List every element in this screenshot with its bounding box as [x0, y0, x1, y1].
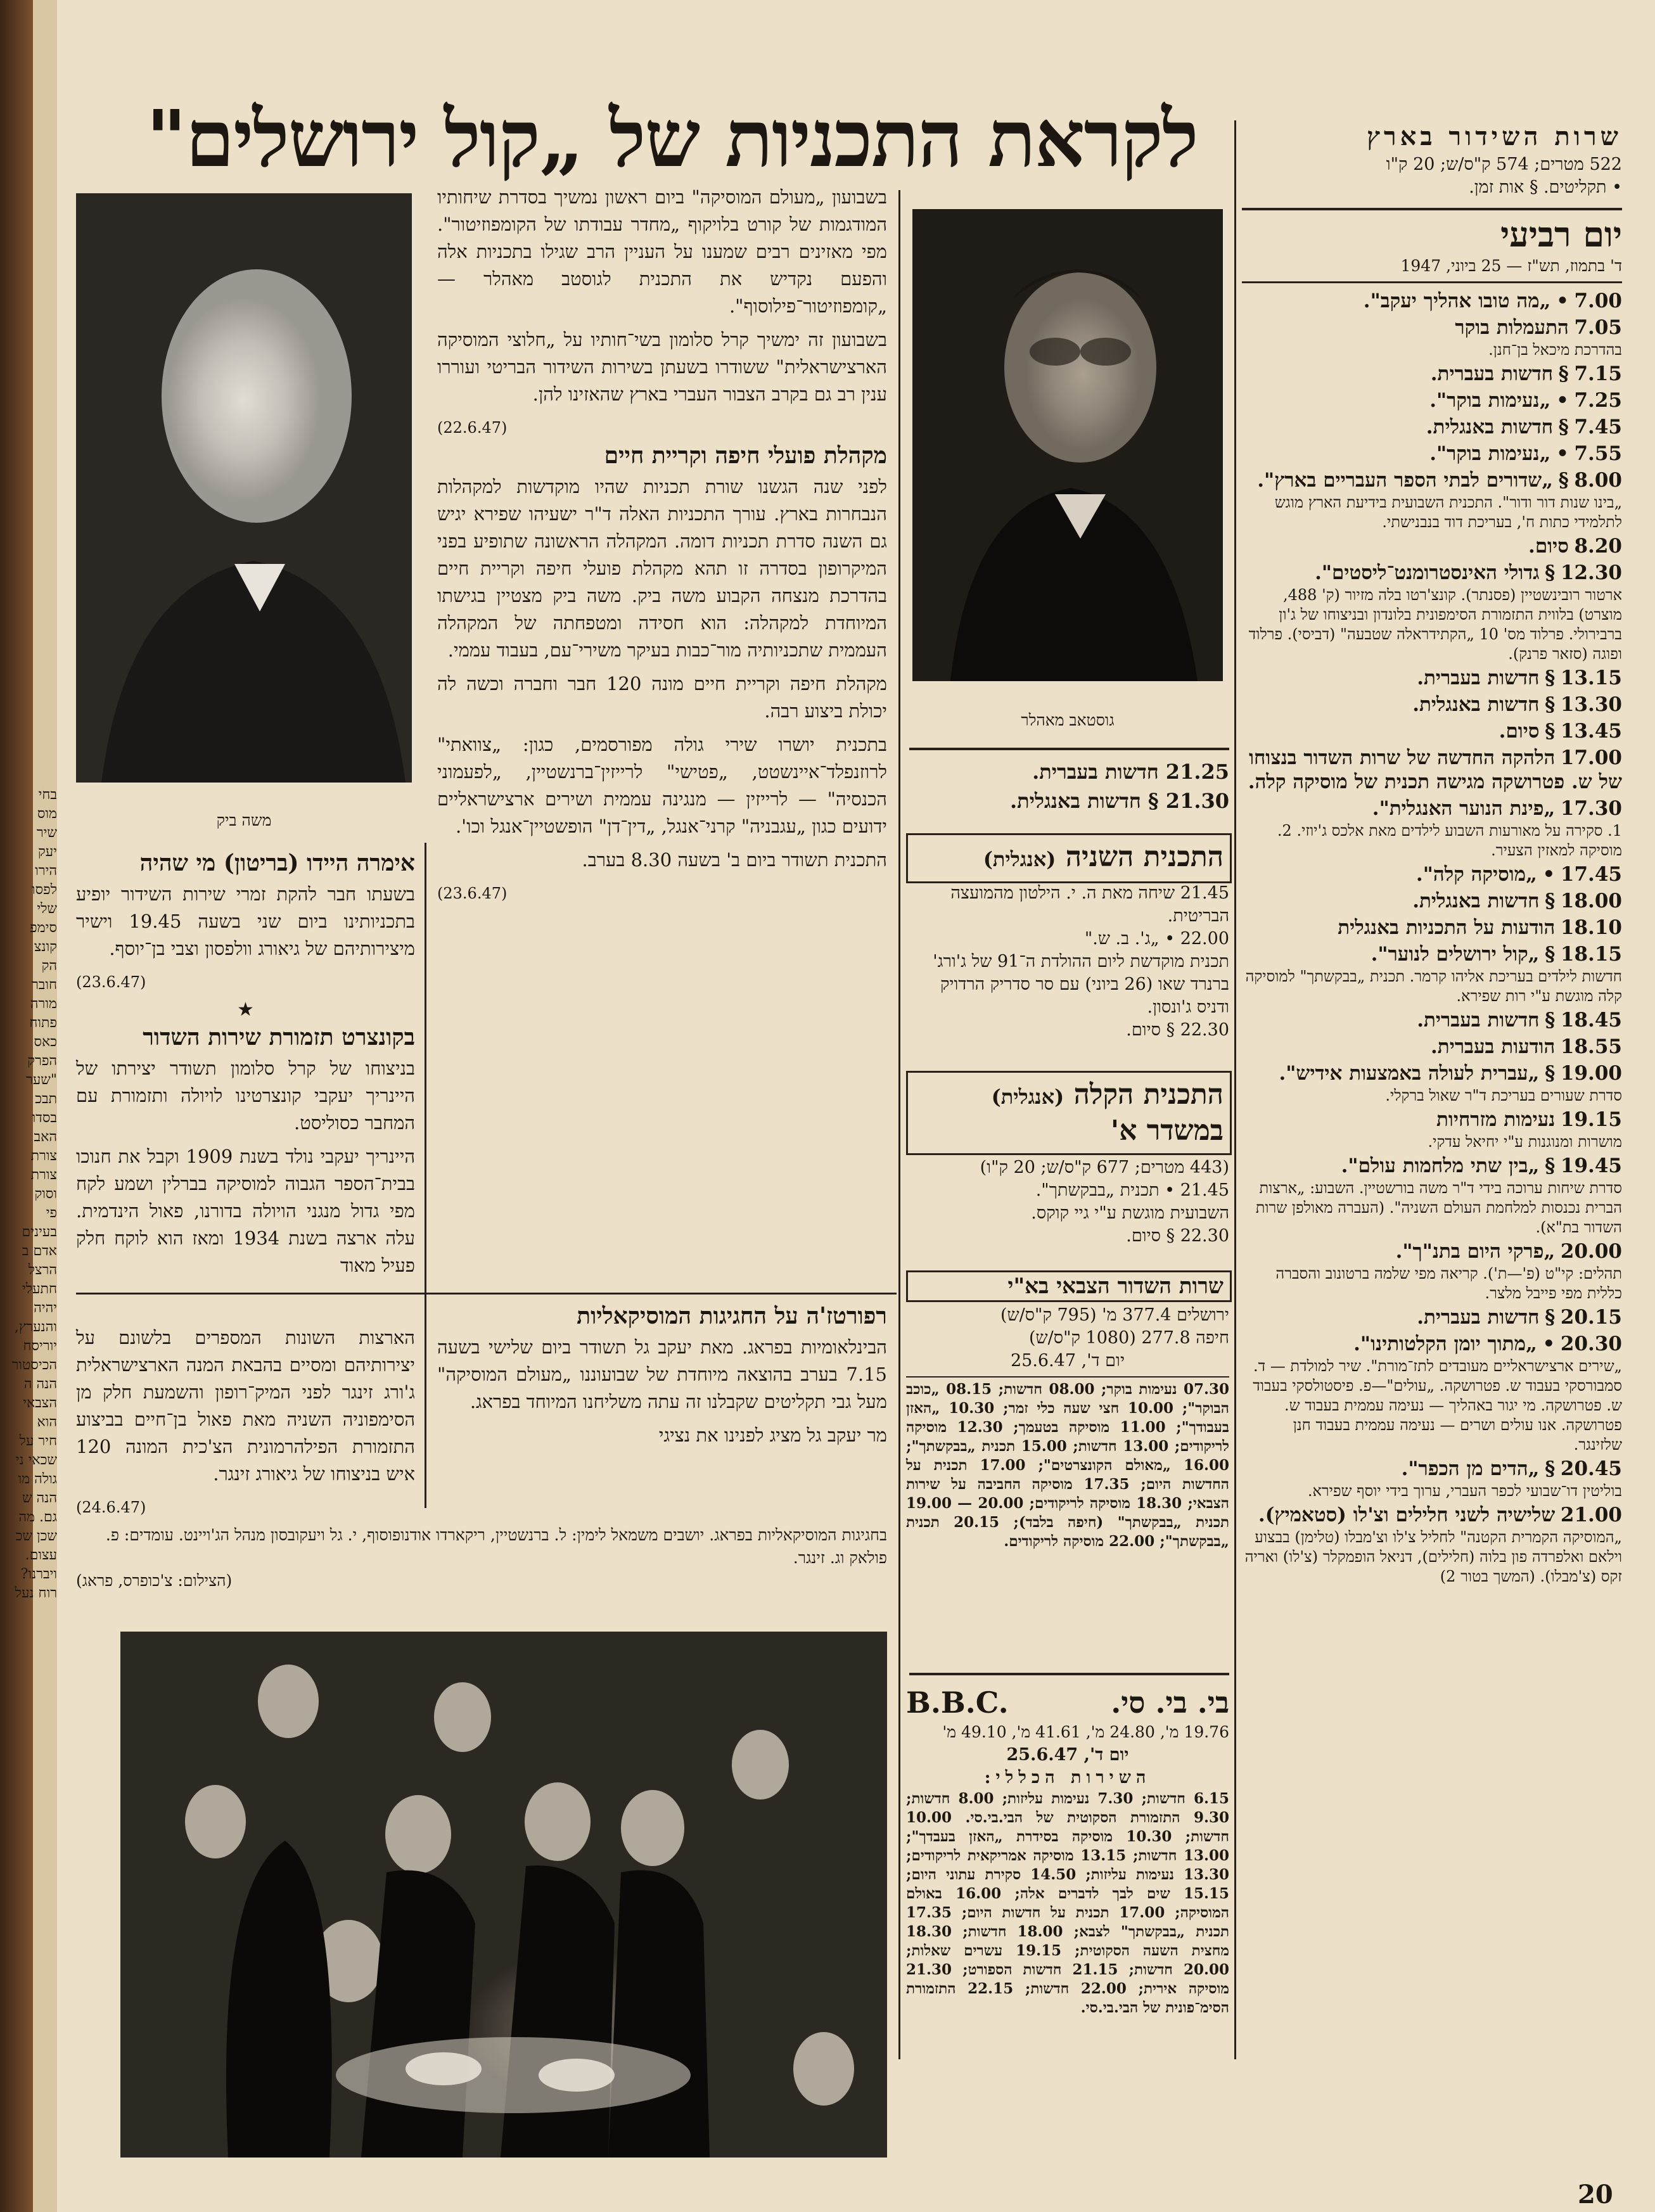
entry-title: חדשות באנגלית. — [1412, 693, 1540, 716]
broadcast-schedule — [1242, 120, 1622, 2148]
entry-title: סיום. — [1498, 720, 1540, 743]
schedule-entry — [1242, 1035, 1622, 1059]
schedule-entry — [1242, 535, 1622, 559]
second-program-lines — [906, 882, 1229, 1042]
article-subheading: מקהלת פועלי חיפה וקריית חיים — [604, 442, 887, 469]
entry-description: „המוסיקה הקמרית הקטנה" לחליל צ'לו וצ'מבלו (טלימן) בבצוע וילאם ואלפרדה פון בלוה (חלילים), דניאל הופמקלר (צ'לו) ואריה זקס (צ'מבלו). (המשך בטור 2) — [1244, 1528, 1622, 1585]
entry-description: מושרות ומנוגנות ע"י יחיאל עדקי. — [1428, 1133, 1622, 1151]
entry-title: „נעימות בוקר". — [1429, 389, 1551, 412]
date-stamp: (22.6.47) — [437, 419, 508, 437]
fragment-line: בסדו — [32, 1110, 57, 1126]
entry-mark: • — [1556, 290, 1569, 312]
entry-title: גדולי האינסטרומנט־ליסטים". — [1315, 561, 1540, 584]
schedule-entry — [1242, 362, 1622, 387]
fragment-line: פתוח — [29, 1015, 57, 1031]
entry-description: תהלים: קי"ט (פ'—ת'). קריאה מפי שלמה ברטונוב והסברה כללית מפי פייבל מלצר. — [1275, 1265, 1622, 1302]
fragment-line: לפסו — [32, 882, 57, 898]
schedule-entry — [1242, 720, 1622, 744]
entry-time: 18.55 — [1560, 1035, 1622, 1058]
schedule-entry — [1242, 746, 1622, 795]
fragment-line: שיר — [36, 825, 57, 841]
army-schedule-text: 07.30 נעימות בוקר; 08.00 חדשות; 08.15 „כוכב הבוקר"; 10.00 חצי שעה כלי זמר; 10.30 „האזן בעבודך"; 11.00 מוסיקה בטעמך; 12.30 מוסיקה לריקודים; 13.00 חדשות; 15.00 תכנית „בבקשתך"; 16.00 „מאולם הקונצרטים"; 17.00 תכנית על החדשות היום; 17.35 מוסיקה החביבה על שירות הצבאי; 18.30 מוסיקה לריקודים; 20.00 — 19.00 תכנית „בבקשתך" (חיפה בלבד); 20.15 תכנית „בבקשתך"; 22.00 מוסיקה לריקודים. — [906, 1381, 1230, 1550]
program-line: 22.30 § סיום. — [1126, 1020, 1229, 1040]
entry-time: 12.30 — [1560, 561, 1622, 584]
program-line: 21.45 שיחה מאת ה. י. הילטון מהמועצה הבריטית. — [950, 883, 1229, 926]
entry-mark: § — [1558, 469, 1569, 492]
fragment-line: מוס — [37, 806, 57, 822]
entry-mark: § — [1545, 1306, 1556, 1329]
entry-time: 8.00 — [1574, 469, 1622, 492]
article-paragraph: הארצות השונות המספרים בלשונם על יצירותיהם ומסיים בהבאת המנה הארצישראלית ג'ורג זינגר לפני המיק־רופון והשמעת חלק מן הסימפוניה השניה מאת פאול בן־חיים בביצוע התזמורת הפילהרמונית הצ'כית המונה 120 איש בניצוחו של גיאורג זינגר. — [76, 1327, 415, 1485]
fragment-line: האב — [34, 1129, 57, 1145]
fragment-line: שלי — [37, 901, 57, 917]
schedule-entry — [1242, 1504, 1622, 1587]
entry-title: סיום. — [1528, 535, 1569, 558]
day-heading: יום רביעי — [1242, 208, 1622, 255]
program-line: (443 מטרים; 677 ק"ס/ש; 20 ק"ו) — [980, 1158, 1229, 1177]
army-box — [906, 1270, 1232, 1302]
entry-title: התעמלות בוקר — [1455, 316, 1569, 339]
schedule-entry — [1242, 1108, 1622, 1152]
entry-time: 7.55 — [1574, 442, 1622, 465]
light-program-box — [906, 1071, 1232, 1155]
fragment-line: יוריסח — [23, 1338, 57, 1354]
entry-time: 20.15 — [1560, 1306, 1622, 1329]
fragment-line: הכיסטור — [11, 1357, 57, 1373]
entry-time: 18.00 — [1560, 890, 1622, 912]
bbc-title-english: B.B.C. — [906, 1685, 1009, 1720]
entry-mark: § — [1545, 667, 1556, 689]
entry-mark: § — [1545, 943, 1556, 966]
prague-caption: בחגיגות המוסיקאליות בפראג. יושבים משמאל לימין: ל. ברנשטיין, ריקארדו אודנופוסוף, י. גל ויעקובסון מנהל הג'ויינט. עומדים: פ. פולאק וג. זינגר. — [105, 1526, 887, 1567]
article-subheading: בקונצרט תזמורת שירות השדור — [143, 1024, 415, 1051]
entry-title: „פינת הנוער האנגלית". — [1372, 797, 1556, 820]
entry-title: חדשות באנגלית. — [1426, 416, 1554, 438]
second-program-lang: (אנגלית) — [983, 847, 1056, 871]
portrait-silhouette — [76, 193, 412, 783]
entry-title: חדשות בעברית. — [1032, 760, 1159, 784]
entry-mark: § — [1545, 1154, 1556, 1177]
schedule-entry — [1242, 561, 1622, 664]
fragment-line: גם. מה — [18, 1509, 57, 1525]
article-subheading: רפורטז'ה על החגיגות המוסיקאליות — [577, 1303, 887, 1329]
entry-title: הודעות על התכניות באנגלית — [1338, 916, 1556, 939]
fragment-line: ויברנו? — [20, 1566, 57, 1582]
fragment-line: גולה מו — [18, 1471, 57, 1487]
entry-mark: § — [1147, 789, 1159, 813]
second-program-title — [914, 840, 1224, 876]
fragment-line: "שער — [26, 1072, 57, 1088]
fragment-line: רוח נעל — [15, 1585, 57, 1601]
entry-time: 19.45 — [1560, 1154, 1622, 1177]
schedule-entry — [1242, 1457, 1622, 1501]
newspaper-page — [57, 0, 1655, 2212]
date-stamp: (23.6.47) — [437, 885, 508, 902]
entry-title: חדשות באנגלית. — [1010, 789, 1141, 813]
entry-title: „בין שתי מלחמות עולם". — [1341, 1154, 1540, 1177]
light-program-lang: (אנגלית) — [991, 1085, 1064, 1109]
entry-mark: § — [1545, 1062, 1556, 1085]
entry-time: 7.45 — [1574, 416, 1622, 438]
entry-time: 7.25 — [1574, 389, 1622, 412]
article-paragraph: לפני שנה הגשנו שורת תכניות שהיו מוקדשות למקהלות הנבחרות בארץ. עורך התכניות האלה ד"ר ישעיהו שפירא יגיש גם השנה סדרת תכניות דומה. המקהלה הראשונה שתופיע בפני המיקרופון בסדרה זו תהא מקהלת פועלי חיפה וקריית חיים בהדרכת מנצחה הקבוע משה ביק. משה ביק מצטיין בגישתו המיוחדת למקהלה: הוא חסידה ומטפחתה של המקהלה העממית שתכניותיה מור־כבות בעיקר משירי־עם, בעבוד עממי. — [437, 476, 887, 661]
schedule-entry — [1242, 943, 1622, 1006]
fragment-line: חובר — [31, 977, 57, 993]
article-subheading: אימרה היידו (בריטון) מי שהיה — [139, 850, 415, 876]
schedule-entry — [1242, 1009, 1622, 1033]
column-divider — [1234, 120, 1236, 2059]
bbc-frequencies: 19.76 מ', 24.80 מ', 41.61 מ', 49.10 מ' — [942, 1723, 1229, 1741]
entry-time: 20.00 — [1560, 1240, 1622, 1263]
fragment-line: צורת — [30, 1148, 57, 1164]
entry-description: 1. סקירה על מאורעות השבוע לילדים מאת אלכס ג'יוזי. 2. מוסיקה למאזין הצעיר. — [1277, 822, 1622, 859]
article-column-3 — [437, 1302, 887, 1455]
late-news — [906, 757, 1229, 815]
entry-time: 20.30 — [1560, 1333, 1622, 1355]
symbol-legend: • תקליטים. § אות זמן. — [1469, 177, 1622, 197]
fragment-line: הרצל — [28, 1262, 57, 1278]
entry-title: חדשות בעברית. — [1430, 362, 1554, 385]
schedule-entry — [1242, 316, 1622, 360]
bick-caption: משה ביק — [216, 811, 272, 829]
prague-caption-block — [76, 1524, 887, 1592]
entry-mark: § — [1545, 890, 1556, 912]
fragment-line: הצבאי — [23, 1395, 57, 1411]
fragment-line: הוא — [37, 1414, 57, 1430]
separator-star: ★ — [237, 999, 254, 1021]
entry-description: ארטור רובינשטיין (פסנתר). קונצ'רטו בלה מזיור (ק' 488, מוצרט) בלווית התזמורת הסימפונית בלונדון ובניצוחו של ג'ון ברבירולי. פרלוד מס' 10 „הקתידראלה שטבעה" (דביסי). פרלוד ופוגה (סזאר פרנק). — [1248, 586, 1622, 663]
schedule-entry — [1242, 797, 1622, 860]
entry-title: „מוסיקה קלה". — [1415, 863, 1537, 886]
date-stamp: (23.6.47) — [76, 973, 146, 991]
fragment-line: הק — [41, 958, 57, 974]
entry-description: בוליטין דו־שבועי לכפר העברי, ערוך בידי יוסף שפירא. — [1307, 1482, 1622, 1500]
fragment-line: הפרק — [27, 1053, 57, 1069]
army-freq-jerusalem: ירושלים 377.4 מ' (795 ק"ס/ש) — [1000, 1305, 1229, 1325]
portrait-silhouette — [912, 209, 1223, 681]
entry-description: סדרת שעורים בעריכת ד"ר שאול ברקלי. — [1385, 1087, 1622, 1104]
article-paragraph: בשעתו חבר להקת זמרי שירות השידור יופיע בתכניותינו ביום שני בשעה 19.45 וישיר מיצירותיהם של גיאורג וולפסון וצבי בן־יוסף. — [76, 883, 416, 959]
entry-mark: § — [1545, 1457, 1556, 1480]
schedule-entry — [1242, 1306, 1622, 1330]
fragment-line: קונצ — [34, 939, 57, 955]
schedule-entry — [1242, 667, 1622, 691]
fragment-line: הנה ה — [23, 1376, 57, 1392]
article-paragraph: בשבועון זה ימשיך קרל סלומון בשי־חותיו על „חלוצי המוסיקה הארצישראלית" ששודרו בשעתן בשירות השידור הבריטי ועוררו ענין רב גם בקרב הצבור העברי בארץ שהאזינו להן. — [437, 329, 887, 405]
entry-time: 7.15 — [1574, 362, 1622, 385]
facing-page-fragment — [11, 0, 57, 2212]
fragment-line: שכאי ני — [15, 1452, 57, 1468]
fragment-line: חתעלי — [22, 1281, 57, 1297]
entry-description: „בינו שנות דור ודור". התכנית השבועית בידיעת הארץ מוגש לתלמידי כתות ח', בעריכת דוד בנבנישתי. — [1274, 494, 1622, 531]
column-divider — [898, 190, 900, 2059]
entry-title: שלישיה לשני חלילים וצ'לו (סטאמיץ). — [1258, 1504, 1556, 1526]
entry-time: 17.30 — [1560, 797, 1622, 820]
second-program-box — [906, 833, 1232, 883]
fragment-line: בחי — [38, 787, 57, 803]
rule — [909, 748, 1229, 750]
schedule-entry — [1242, 1062, 1622, 1106]
entry-title: „שדורים לבתי הספר העבריים בארץ". — [1257, 469, 1554, 492]
fragment-line: יהיה — [34, 1300, 57, 1316]
article-paragraph: בתכנית יושרו שירי גולה מפורסמים, כגון: „צוואתי" לרוזנפלד־איינשטט, „פטישי" לרייזין־ברנשטיין, „לפעמוני הכנסיה" — לרייזין — מנגינה עממית ושירים ארצישראליים ידועים כגון „עגבניה" קרני־אנגל, „דין־דן" הופשטיין־אנגל וכו'. — [437, 734, 887, 837]
entry-title: „קול ירושלים לנוער". — [1371, 943, 1540, 966]
bick-portrait — [76, 193, 412, 783]
schedule-entry — [1242, 1240, 1622, 1303]
entry-title: הלהקה החדשה של שרות השדור בנצוחו של ש. פטרושקה מגישה תכנית של מוסיקה קלה. — [1248, 746, 1622, 793]
entry-time: 8.20 — [1574, 535, 1622, 558]
entry-time: 18.15 — [1560, 943, 1622, 966]
entry-description: בהדרכת מיכאל בן־חנן. — [1488, 341, 1622, 359]
army-date: יום ד', 25.6.47 — [1010, 1351, 1125, 1371]
fragment-line: והנערץ, — [14, 1319, 57, 1335]
entry-time: 20.45 — [1560, 1457, 1622, 1480]
entry-mark: § — [1545, 693, 1556, 716]
entry-mark: § — [1545, 1009, 1556, 1032]
entry-time: 21.25 — [1165, 760, 1229, 784]
schedule-entries — [1242, 290, 1622, 1587]
entry-title: „נעימות בוקר". — [1429, 442, 1551, 465]
entry-description: סדרת שיחות ערוכה בידי ד"ר משה בורשטיין. השבוע: „ארצות הברית נכנסות למלחמת העולם השניה". (העברה מאולפן שרות השדור בת"א). — [1255, 1179, 1622, 1236]
entry-title: „הדים מן הכפר". — [1401, 1457, 1540, 1480]
entry-mark: § — [1545, 720, 1556, 743]
schedule-entry — [1242, 416, 1622, 440]
entry-mark: • — [1542, 863, 1556, 886]
fragment-line: צורת — [30, 1167, 57, 1183]
entry-time: 7.05 — [1574, 316, 1622, 339]
entry-mark: § — [1558, 416, 1569, 438]
entry-time: 21.30 — [1165, 789, 1229, 813]
second-program-name: התכנית השניה — [1065, 841, 1224, 873]
prague-group-photo — [120, 1632, 887, 2158]
program-line: 21.45 • תכנית „בבקשתך". — [1035, 1180, 1229, 1200]
fragment-line: חיר על — [19, 1433, 57, 1449]
article-paragraph: בניצוחו של קרל סלומון תשודר יצירתו של היינריך יעקבי קונצרטינו לויולה ותזמורת עם המחבר כסוליסט. — [76, 1058, 415, 1134]
date-line: ד' בתמוז, תש"ז — 25 ביוני, 1947 — [1242, 255, 1622, 283]
schedule-entry — [1242, 863, 1622, 887]
entry-mark: § — [1545, 561, 1556, 584]
entry-title: נעימות מזרחיות — [1436, 1108, 1556, 1131]
entry-time: 13.30 — [1560, 693, 1622, 716]
program-line: תכנית מוקדשת ליום ההולדת ה־91 של ג'ורג' ברנרד שאו (26 ביוני) עם סר סדריק הרדויק ודניס ג'ונסון. — [933, 952, 1229, 1017]
entry-time: 7.00 — [1574, 290, 1622, 312]
news-line — [906, 757, 1229, 786]
fragment-line: הנה ש — [22, 1490, 57, 1506]
mahler-portrait — [912, 209, 1223, 681]
article-paragraph: מר יעקב גל מציג לפנינו את נציגי — [658, 1424, 887, 1446]
bbc-section — [906, 1684, 1229, 2017]
entry-mark: • — [1542, 1333, 1556, 1355]
entry-time: 13.15 — [1560, 667, 1622, 689]
article-paragraph: היינריך יעקבי נולד בשנת 1909 וקבל את חנוכו בבית־הספר הגבוה למוסיקה בברלין ושמע לקח מפי גדול מנגני הויולה בדורנו, פאול הינדמית. עלה ארצה בשנת 1934 ומאז הוא לוקח חלק פעיל מאוד — [76, 1146, 415, 1276]
entry-time: 18.10 — [1560, 916, 1622, 939]
army-freq-haifa: חיפה 277.8 (1080 ק"ס/ש) — [1028, 1328, 1229, 1348]
entry-title: חדשות בעברית. — [1417, 667, 1540, 689]
article-column-1 — [437, 184, 887, 907]
schedule-header: שרות השידור בארץ — [1367, 122, 1622, 151]
bbc-date: יום ד', 25.6.47 — [1006, 1745, 1129, 1765]
fragment-line: אדם ב — [22, 1243, 57, 1259]
program-line: השבועית מוגשת ע"י גיי קוקס. — [1031, 1203, 1229, 1223]
schedule-entry — [1242, 916, 1622, 940]
light-program-name: התכנית הקלה — [1073, 1078, 1224, 1111]
light-program-title — [914, 1078, 1224, 1114]
fragment-line: שכן שכ — [15, 1528, 57, 1544]
schedule-entry — [1242, 290, 1622, 314]
article-paragraph: התכנית תשודר ביום ב' בשעה 8.30 בערב. — [582, 849, 887, 871]
fragment-line: עצום. — [25, 1547, 57, 1563]
entry-description: חדשות לילדים בעריכת אליהו קרמר. תכנית „בבקשתך" למוסיקה קלה מוגשת ע"י רות שפירא. — [1245, 968, 1622, 1005]
frequency-line: 522 מטרים; 574 ק"ס/ש; 20 ק"ו — [1386, 155, 1622, 174]
entry-mark: § — [1558, 362, 1569, 385]
article-column-4 — [76, 1324, 415, 1521]
program-line: 22.30 § סיום. — [1126, 1226, 1229, 1246]
fragment-line: מורה — [30, 996, 57, 1012]
entry-time: 13.45 — [1560, 720, 1622, 743]
headline: לקראת התכניות של „קול ירושלים" — [146, 93, 1198, 185]
entry-time: 21.00 — [1560, 1504, 1622, 1526]
rule — [909, 1673, 1229, 1675]
fragment-line: פי — [46, 1205, 57, 1221]
bbc-schedule-text: 6.15 חדשות; 7.30 נעימות עליזות; 8.00 חדשות; 9.30 התזמורת הסקוטית של הבי.בי.סי. 10.00 חדשות; 10.30 מוסיקה בסידרת „האזן בעבדך"; 13.00 חדשות; 13.15 מוסיקה אמריקאית לריקודים; 13.30 נעימות עליזות; 14.50 סקירת עתוני היום; 15.15 שים לבך לדברים אלה; 16.00 באולם המוסיקה; 17.00 תכנית על חדשות היום; 17.35 תכנית „בבקשתך" לצבא; 18.00 חדשות; 18.30 מחצית השעה הסקוטית; 19.15 עשרים שאלות; 20.00 חדשות; 21.15 חדשות הספורט; 21.30 מוסיקה אירית; 22.00 חדשות; 22.15 התזמורת הסימ־פונית של הבי.בי.סי. — [906, 1790, 1230, 2016]
article-column-2 — [76, 849, 415, 1286]
entry-title: חדשות באנגלית. — [1412, 890, 1540, 912]
fragment-line: תבכ — [35, 1091, 57, 1107]
schedule-entry — [1242, 693, 1622, 717]
entry-description: „שירים ארצישראליים מעובדים לתז־מורת". שיר למולדת — ד. סמבורסקי בעבוד ש. פטרושקה. „עולים"—פ. פיסטולסקי בעבוד ש. פטרושקה. מי יגור באהליך — נעימה עממית בעבוד ש. פטרושקה. אנו עולים ושרים — נעימה עממית בעבוד חנן שלזינגר. — [1253, 1357, 1622, 1454]
entry-time: 18.45 — [1560, 1009, 1622, 1032]
group-silhouettes — [120, 1632, 887, 2158]
entry-time: 17.00 — [1560, 746, 1622, 769]
article-paragraph: הבינלאומיות בפראג. מאת יעקב גל תשודר ביום שלישי בשעה 7.15 בערב בהוצאה מיוחדת של שבועוננו „מעולם המוסיקה" מעל גבי תקליטים שקבלנו זה עתה משליחנו המיוחד בפראג. — [437, 1336, 887, 1412]
schedule-entry — [1242, 1154, 1622, 1237]
entry-time: 17.45 — [1560, 863, 1622, 886]
army-details — [906, 1304, 1229, 1551]
article-paragraph: מקהלת חיפה וקריית חיים מונה 120 חבר וחברה וכשה לה יכולת ביצוע רבה. — [437, 673, 887, 722]
program-line: 22.00 • „ג'. ב. ש." — [1084, 929, 1229, 949]
bbc-service: השירות הכללי: — [984, 1768, 1151, 1787]
news-line — [906, 786, 1229, 815]
schedule-entry — [1242, 1333, 1622, 1455]
entry-title: „פרקי היום בתנ"ך". — [1395, 1240, 1556, 1263]
entry-title: „מתוך יומן הקלטותינו". — [1353, 1333, 1537, 1355]
schedule-entry — [1242, 890, 1622, 914]
fragment-line: הירו — [35, 863, 57, 879]
light-program-subtitle: במשדר א' — [1110, 1115, 1224, 1147]
entry-title: חדשות בעברית. — [1417, 1009, 1540, 1032]
page-number: 20 — [1578, 2180, 1613, 2209]
entry-time: 19.00 — [1560, 1062, 1622, 1085]
entry-mark: • — [1556, 442, 1569, 465]
schedule-entry — [1242, 389, 1622, 413]
entry-mark: • — [1556, 389, 1569, 412]
prague-credit: (הצילום: צ'כופרס, פראג) — [76, 1571, 233, 1590]
fragment-line: בעינים — [22, 1224, 57, 1240]
fragment-line: וסוק — [34, 1186, 57, 1202]
entry-time: 19.15 — [1560, 1108, 1622, 1131]
schedule-entry — [1242, 469, 1622, 532]
schedule-entry — [1242, 442, 1622, 466]
fragment-line: כאס — [34, 1034, 57, 1050]
bbc-title-hebrew: בי. בי. סי. — [1111, 1685, 1229, 1720]
mahler-caption: גוסטאב מאהלר — [1021, 711, 1115, 729]
entry-title: „עברית לעולה באמצעות אידיש". — [1279, 1062, 1540, 1085]
light-program-lines — [906, 1156, 1229, 1248]
date-stamp: (24.6.47) — [76, 1499, 146, 1516]
fragment-line: יעק — [38, 844, 57, 860]
army-title: שרות השדור הצבאי בא"י — [1007, 1274, 1224, 1299]
fragment-line: סימפ — [30, 920, 57, 936]
column-divider — [425, 843, 426, 1508]
rule — [76, 1293, 897, 1295]
entry-title: הודעות בעברית. — [1431, 1035, 1556, 1058]
article-paragraph: בשבועון „מעולם המוסיקה" ביום ראשון נמשיך בסדרת שיחותיו המודגמות של קורט בלויקוף „מחדר עבודתו של הקומפוזיטור". מפי מאזינים רבים שמענו על העניין הרב שגילו בתכניות אלה והפעם נקדיש את התכנית לגוסטב מאהלר — „קומפוזיטור־פילוסוף". — [437, 186, 887, 317]
entry-title: „מה טובו אהליך יעקב". — [1363, 290, 1551, 312]
entry-title: חדשות בעברית. — [1417, 1306, 1540, 1329]
